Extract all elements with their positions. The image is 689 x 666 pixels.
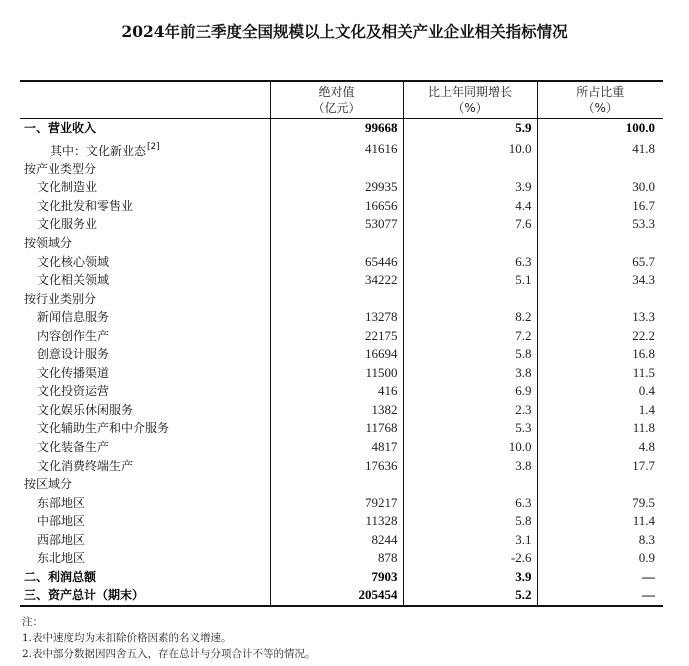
header-line2: （%） xyxy=(582,101,618,115)
growth-cell xyxy=(403,475,537,494)
growth-cell: 10.0 xyxy=(403,138,537,160)
share-cell: 16.7 xyxy=(537,197,663,216)
row-label-text: 中部地区 xyxy=(37,514,86,529)
row-label xyxy=(20,549,270,568)
growth-cell xyxy=(403,289,537,308)
table-body xyxy=(20,119,663,606)
share-cell: 1.4 xyxy=(537,401,663,420)
row-label-text: 按区域分 xyxy=(24,477,73,492)
share-cell: 79.5 xyxy=(537,493,663,512)
growth-cell: 10.0 xyxy=(403,438,537,457)
row-label-text: 文化相关领域 xyxy=(37,273,110,288)
growth-cell: 7.6 xyxy=(403,215,537,234)
absolute-value-cell xyxy=(270,289,403,308)
absolute-value-cell: 8244 xyxy=(270,530,403,549)
absolute-value-cell: 205454 xyxy=(270,586,403,606)
absolute-value-cell: 16656 xyxy=(270,197,403,216)
note-item: 1.表中速度均为未扣除价格因素的名义增速。 xyxy=(22,632,232,644)
absolute-value-cell: 79217 xyxy=(270,493,403,512)
absolute-value-cell: 65446 xyxy=(270,252,403,271)
row-label-text: 文化辅助生产和中介服务 xyxy=(37,421,170,436)
row-label xyxy=(20,364,270,383)
row-label xyxy=(20,456,270,475)
table-row xyxy=(20,119,663,138)
row-label xyxy=(20,271,270,290)
absolute-value-cell: 11500 xyxy=(270,364,403,383)
header-share xyxy=(537,81,663,119)
absolute-value-cell: 4817 xyxy=(270,438,403,457)
absolute-value-cell: 41616 xyxy=(270,138,403,160)
row-label-text: 文化批发和零售业 xyxy=(37,198,134,213)
absolute-value-cell: 1382 xyxy=(270,401,403,420)
row-label-text: 文化投资运营 xyxy=(37,384,110,399)
row-label xyxy=(20,215,270,234)
share-cell: 13.3 xyxy=(537,308,663,327)
row-label xyxy=(20,119,270,138)
absolute-value-cell xyxy=(270,475,403,494)
absolute-value-cell: 878 xyxy=(270,549,403,568)
row-label xyxy=(20,252,270,271)
row-label xyxy=(20,438,270,457)
row-label xyxy=(20,530,270,549)
row-label xyxy=(20,160,270,179)
row-label xyxy=(20,197,270,216)
share-cell: 11.8 xyxy=(537,419,663,438)
table-row xyxy=(20,549,663,568)
table-row xyxy=(20,419,663,438)
growth-cell: 3.8 xyxy=(403,456,537,475)
table-header-row xyxy=(20,81,663,119)
table-row xyxy=(20,475,663,494)
row-label-text: 按行业类别分 xyxy=(24,291,97,306)
growth-cell: 6.3 xyxy=(403,493,537,512)
absolute-value-cell: 13278 xyxy=(270,308,403,327)
share-cell: — xyxy=(537,568,663,587)
row-label xyxy=(20,493,270,512)
growth-cell: 5.8 xyxy=(403,345,537,364)
row-label-text: 东部地区 xyxy=(37,495,86,510)
growth-cell: 5.8 xyxy=(403,512,537,531)
row-label-text: 三、资产总计（期末） xyxy=(24,588,145,603)
absolute-value-cell: 17636 xyxy=(270,456,403,475)
row-label xyxy=(20,401,270,420)
growth-cell: 7.2 xyxy=(403,326,537,345)
note-item: 2.表中部分数据因四舍五入，存在总计与分项合计不等的情况。 xyxy=(22,648,316,660)
table-row xyxy=(20,289,663,308)
absolute-value-cell: 53077 xyxy=(270,215,403,234)
absolute-value-cell: 7903 xyxy=(270,568,403,587)
table-row xyxy=(20,326,663,345)
row-label-text: 一、营业收入 xyxy=(24,121,97,136)
growth-cell: 3.9 xyxy=(403,568,537,587)
table-row xyxy=(20,438,663,457)
row-label xyxy=(20,382,270,401)
header-line1: 绝对值 xyxy=(318,85,355,99)
absolute-value-cell: 11768 xyxy=(270,419,403,438)
table-row xyxy=(20,234,663,253)
share-cell: 11.4 xyxy=(537,512,663,531)
row-label-text: 按产业类型分 xyxy=(24,161,97,176)
share-cell: 11.5 xyxy=(537,364,663,383)
row-label xyxy=(20,326,270,345)
growth-cell: 3.1 xyxy=(403,530,537,549)
table-row xyxy=(20,401,663,420)
row-label-text: 内容创作生产 xyxy=(37,328,110,343)
indicator-table xyxy=(20,80,663,607)
share-cell: 16.8 xyxy=(537,345,663,364)
growth-cell: 6.9 xyxy=(403,382,537,401)
row-label-text: 新闻信息服务 xyxy=(37,310,110,325)
share-cell xyxy=(537,234,663,253)
header-line2: （亿元） xyxy=(312,101,361,115)
row-label-text: 按领域分 xyxy=(24,236,73,250)
growth-cell: 3.9 xyxy=(403,178,537,197)
share-cell: — xyxy=(537,586,663,606)
absolute-value-cell: 34222 xyxy=(270,271,403,290)
row-label xyxy=(20,568,270,587)
table-row xyxy=(20,197,663,216)
row-label xyxy=(20,234,270,253)
page-title: 2024年前三季度全国规模以上文化及相关产业企业相关指标情况 xyxy=(121,22,568,41)
row-label-text: 文化服务业 xyxy=(37,217,98,232)
share-cell: 100.0 xyxy=(537,119,663,138)
table-row xyxy=(20,530,663,549)
table-row xyxy=(20,252,663,271)
table-row xyxy=(20,160,663,179)
absolute-value-cell: 416 xyxy=(270,382,403,401)
header-line2: （%） xyxy=(452,101,488,115)
growth-cell: 6.3 xyxy=(403,252,537,271)
row-label-text: 二、利润总额 xyxy=(24,569,97,584)
table-row xyxy=(20,138,663,160)
share-cell: 8.3 xyxy=(537,530,663,549)
growth-cell: 8.2 xyxy=(403,308,537,327)
table-row xyxy=(20,364,663,383)
growth-cell xyxy=(403,234,537,253)
row-label-text: 文化消费终端生产 xyxy=(37,458,134,473)
table-row xyxy=(20,456,663,475)
header-yoy-growth xyxy=(403,81,537,119)
growth-cell: 5.3 xyxy=(403,419,537,438)
row-label xyxy=(20,308,270,327)
share-cell: 4.8 xyxy=(537,438,663,457)
header-label-column xyxy=(20,81,270,119)
table-row xyxy=(20,178,663,197)
table-row xyxy=(20,382,663,401)
row-label-text: 文化娱乐休闲服务 xyxy=(37,402,134,417)
footnotes xyxy=(22,614,316,662)
share-cell xyxy=(537,289,663,308)
row-label-text: 西部地区 xyxy=(37,532,86,547)
footnote-ref: [2] xyxy=(147,141,160,152)
absolute-value-cell xyxy=(270,234,403,253)
row-label-text: 创意设计服务 xyxy=(37,347,110,362)
row-label xyxy=(20,512,270,531)
row-label xyxy=(20,178,270,197)
growth-cell: 4.4 xyxy=(403,197,537,216)
absolute-value-cell: 22175 xyxy=(270,326,403,345)
absolute-value-cell: 99668 xyxy=(270,119,403,138)
absolute-value-cell: 11328 xyxy=(270,512,403,531)
share-cell xyxy=(537,160,663,179)
table-row xyxy=(20,493,663,512)
share-cell xyxy=(537,475,663,494)
indicator-table-container xyxy=(20,80,663,607)
row-label-text: 文化核心领域 xyxy=(37,254,110,269)
table-row xyxy=(20,586,663,606)
row-label-text: 其中：文化新业态 xyxy=(50,143,147,158)
share-cell: 0.9 xyxy=(537,549,663,568)
table-row xyxy=(20,568,663,587)
row-label xyxy=(20,345,270,364)
table-row xyxy=(20,345,663,364)
table-row xyxy=(20,308,663,327)
header-line1: 比上年同期增长 xyxy=(427,85,512,99)
row-label xyxy=(20,138,270,160)
growth-cell xyxy=(403,160,537,179)
row-label xyxy=(20,419,270,438)
growth-cell: -2.6 xyxy=(403,549,537,568)
row-label xyxy=(20,289,270,308)
growth-cell: 5.9 xyxy=(403,119,537,138)
share-cell: 30.0 xyxy=(537,178,663,197)
row-label-text: 文化制造业 xyxy=(37,180,98,195)
share-cell: 65.7 xyxy=(537,252,663,271)
row-label xyxy=(20,586,270,606)
share-cell: 34.3 xyxy=(537,271,663,290)
row-label xyxy=(20,475,270,494)
notes-heading: 注： xyxy=(22,616,43,628)
row-label-text: 文化传播渠道 xyxy=(37,365,110,380)
absolute-value-cell xyxy=(270,160,403,179)
header-absolute-value xyxy=(270,81,403,119)
row-label-text: 东北地区 xyxy=(37,551,86,566)
share-cell: 0.4 xyxy=(537,382,663,401)
table-row xyxy=(20,271,663,290)
growth-cell: 5.2 xyxy=(403,586,537,606)
share-cell: 41.8 xyxy=(537,138,663,160)
table-row xyxy=(20,215,663,234)
growth-cell: 2.3 xyxy=(403,401,537,420)
absolute-value-cell: 16694 xyxy=(270,345,403,364)
row-label-text: 文化装备生产 xyxy=(37,440,110,455)
header-line1: 所占比重 xyxy=(576,85,625,99)
share-cell: 17.7 xyxy=(537,456,663,475)
growth-cell: 5.1 xyxy=(403,271,537,290)
absolute-value-cell: 29935 xyxy=(270,178,403,197)
share-cell: 22.2 xyxy=(537,326,663,345)
table-row xyxy=(20,512,663,531)
growth-cell: 3.8 xyxy=(403,364,537,383)
share-cell: 53.3 xyxy=(537,215,663,234)
